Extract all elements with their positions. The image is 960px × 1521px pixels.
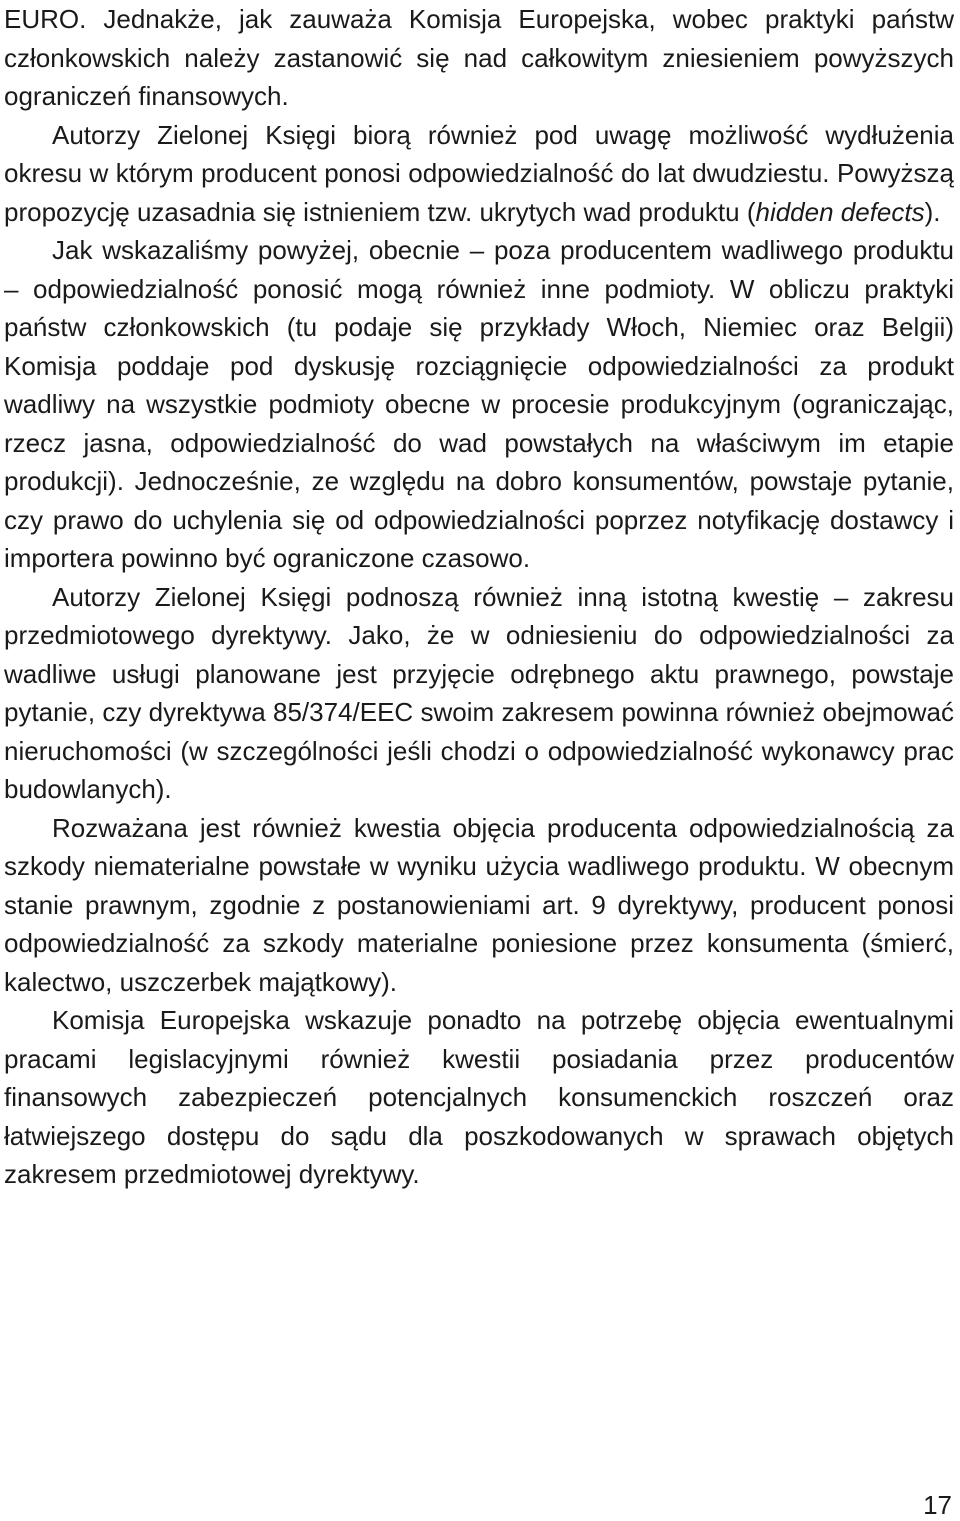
paragraph-text: EURO. Jednakże, jak zauważa Komisja Europejska, wobec praktyki państw członkowskich należy zastanowić się nad całkowitym zniesieniem powyższych ograniczeń finansowych. <box>4 4 954 111</box>
paragraph-text: Autorzy Zielonej Księgi podnoszą również inną istotną kwestię – zakresu przedmiotowego dyrektywy. Jako, że w odniesieniu do odpowiedzialności za wadliwe usługi planowane jest przyjęcie odrębnego aktu prawnego, powstaje pytanie, czy dyrektywa 85/374/EEC swoim zakresem powinna również obejmować nieruchomości (w szczególności jeśli chodzi o odpowiedzialność wykonawcy prac budowlanych). <box>4 581 954 804</box>
paragraph-text: Rozważana jest również kwestia objęcia producenta odpowiedzialnością za szkody niematerialne powstałe w wyniku użycia wadliwego produktu. W obecnym stanie prawnym, zgodnie z postanowieniami art. 9 dyrektywy, producent ponosi odpowiedzialność za szkody materialne poniesione przez konsumenta (śmierć, kalectwo, uszczerbek majątkowy). <box>4 812 954 997</box>
paragraph-text: Komisja Europejska wskazuje ponadto na potrzebę objęcia ewentualnymi pracami legislacyjnymi również kwestii posiadania przez producentów finansowych zabezpieczeń potencjalnych konsumenckich roszczeń oraz łatwiejszego dostępu do sądu dla poszkodowanych w sprawach objętych zakresem przedmiotowej dyrektywy. <box>4 1005 954 1189</box>
paragraph-text: Autorzy Zielonej Księgi biorą również pod uwagę możliwość wydłużenia okresu w którym producent ponosi odpowiedzialność do lat dwudziestu. Powyższą propozycję uzasadnia się istnieniem tzw. ukrytych wad produktu ( <box>4 119 954 227</box>
paragraph-text: Jak wskazaliśmy powyżej, obecnie – poza producentem wadliwego produktu – odpowiedzialność ponosić mogą również inne podmioty. W obliczu praktyki państw członkowskich (tu podaje się przykłady Włoch, Niemiec oraz Belgii) Komisja poddaje pod dyskusję rozciągnięcie odpowiedzialności za produkt wadliwy na wszystkie podmioty obecne w procesie produkcyjnym (ograniczając, rzecz jasna, odpowiedzialność do wad powstałych na właściwym im etapie produkcji). Jednocześnie, ze względu na dobro konsumentów, powstaje pytanie, czy prawo do uchylenia się od odpowiedzialności poprzez notyfikację dostawcy i importera powinno być ograniczone czasowo. <box>4 235 954 573</box>
paragraph-2 <box>4 231 954 578</box>
paragraph-text: ). <box>924 196 941 227</box>
document-body <box>4 0 954 1194</box>
paragraph-0 <box>4 0 954 116</box>
page-number: 17 <box>923 1490 952 1520</box>
paragraph-4 <box>4 809 954 1002</box>
italic-term: hidden defects <box>755 196 925 227</box>
paragraph-5 <box>4 1001 954 1194</box>
paragraph-1 <box>4 116 954 232</box>
paragraph-3 <box>4 578 954 809</box>
